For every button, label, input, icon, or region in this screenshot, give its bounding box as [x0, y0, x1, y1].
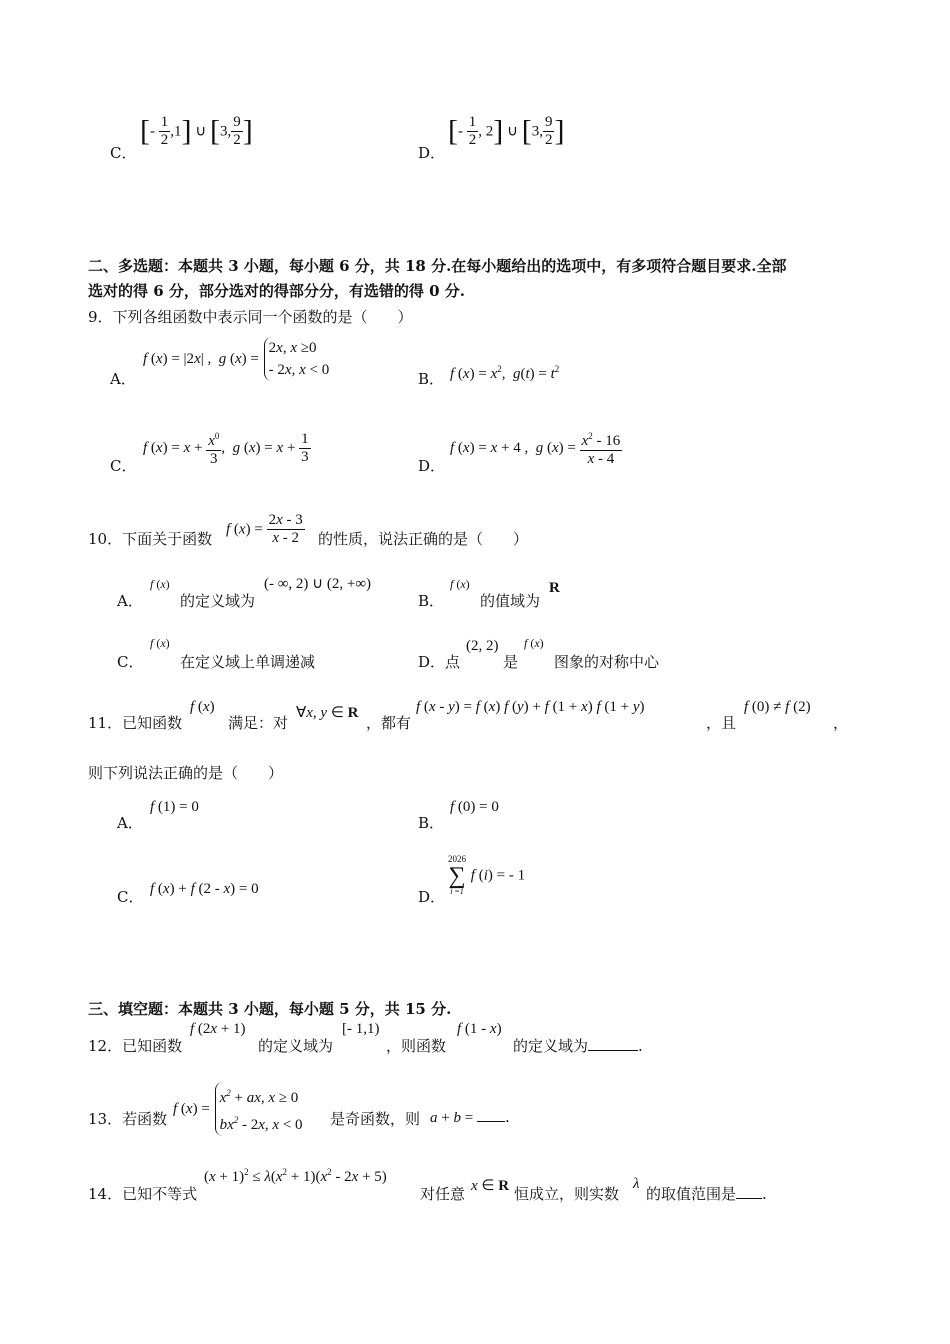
q11-option-a-label: A．	[117, 814, 143, 832]
q10-option-d-text: 图象的对称中心	[554, 653, 660, 671]
q10-function-formula: f (x) = $\frac{2x - 3}{x - 2}$	[226, 512, 303, 546]
section3-heading: 三、填空题：本题共 3 小题，每小题 5 分，共 15 分.	[88, 1000, 452, 1018]
q14-period: .	[762, 1185, 767, 1203]
q12-mid2: ，则函数	[386, 1037, 447, 1055]
q14-inequality: $(x + 1)^2 \le \lambda(x^2 + 1)(x^2 - 2x + 5)$	[204, 1167, 387, 1185]
q12-f-2x-plus-1: f (2x + 1)	[190, 1021, 246, 1037]
q11-stem-mid2: ，都有	[366, 714, 412, 732]
q12-period: .	[638, 1037, 643, 1055]
q12-mid: 的定义域为	[258, 1037, 334, 1055]
q11-stem-pre: 11．已知函数	[88, 714, 183, 732]
q9-option-d-label: D．	[418, 457, 446, 475]
q8-option-c-formula: [- $\frac{1}{2}$ ,1] ∪ [3, $\frac{9}{2}$ ]	[140, 114, 253, 148]
q10-option-b-real: R	[549, 580, 560, 596]
q11-fx: f (x)	[190, 699, 215, 715]
q8-option-c-label: C．	[110, 144, 137, 162]
q10-option-d-point: (2, 2)	[466, 638, 499, 654]
q11-option-a-formula: f (1) = 0	[150, 799, 199, 815]
q14-answer-blank[interactable]	[736, 1198, 762, 1199]
q14-post	[646, 1183, 767, 1204]
q12-answer-blank[interactable]	[588, 1050, 638, 1051]
q13-piecewise-function: f $(x) = x^2$ + ax, x ≥ 0 $bx^2 - 2x$, x < 0	[173, 1082, 303, 1136]
q10-option-c-fx: f (x)	[150, 636, 170, 650]
q11-option-d-label: D．	[418, 888, 446, 906]
q11-comma: ，	[833, 714, 849, 732]
q10-option-b-fx: f (x)	[450, 577, 470, 591]
q9-option-b-formula: f $(x) = x^2$, $g(t) = t^2$	[450, 364, 560, 382]
q11-option-d-formula: 2026 ∑ i =1 f (i) = - 1	[448, 854, 526, 896]
q10-option-b-label: B．	[418, 592, 445, 610]
q14-post-text: 的取值范围是	[646, 1185, 737, 1203]
q14-mid: 对任意	[420, 1185, 466, 1203]
q9-option-a-label: A．	[110, 370, 136, 388]
q10-option-b-text: 的值域为	[480, 592, 541, 610]
q12-post-text: 的定义域为	[513, 1037, 589, 1055]
q11-functional-equation: f (x - y) = f (x) f (y) + f (1 + x) f (1 + y)	[416, 699, 645, 715]
q11-option-b-formula: f (0) = 0	[450, 799, 499, 815]
q14-x-in-r: x ∈ R	[471, 1178, 510, 1194]
q10-option-d-label: D．点	[418, 653, 461, 671]
q10-option-c-label: C．	[117, 653, 144, 671]
q10-option-c-text: 在定义域上单调递减	[180, 653, 316, 671]
q14-mid2: 恒成立，则实数	[514, 1185, 620, 1203]
q10-stem-post: 的性质，说法正确的是（ ）	[318, 530, 529, 548]
q10-stem-pre: 10．下面关于函数	[88, 530, 213, 548]
q9-stem: 9．下列各组函数中表示同一个函数的是（ ）	[88, 308, 413, 326]
q10-option-d-mid: 是	[503, 653, 519, 671]
q14-pre: 14．已知不等式	[88, 1185, 198, 1203]
q13-answer-blank[interactable]	[477, 1121, 505, 1122]
q13-answer: a + b = .	[430, 1108, 510, 1126]
section2-heading-line1: 二、多选题：本题共 3 小题，每小题 6 分，共 18 分.在每小题给出的选项中，有多项符合题目要求.全部	[88, 257, 787, 275]
q11-stem-mid1: 满足：对	[228, 714, 289, 732]
q9-option-a-formula: f (x) = |2x| , g (x) = 2x, x ≥0 - 2x, x < 0	[143, 337, 329, 381]
q13-pre: 13．若函数	[88, 1110, 168, 1128]
q10-option-d-fx: f (x)	[524, 636, 544, 650]
q9-option-c-label: C．	[110, 457, 137, 475]
q9-option-b-label: B．	[418, 370, 445, 388]
q11-stem-mid3: ，且	[706, 714, 737, 732]
q12-f-1-minus-x: f (1 - x)	[457, 1021, 502, 1037]
q11-option-c-label: C．	[117, 888, 144, 906]
q11-option-b-label: B．	[418, 814, 445, 832]
q10-option-a-text: 的定义域为	[180, 592, 256, 610]
q14-lambda: λ	[633, 1176, 640, 1192]
q11-option-c-formula: f (x) + f (2 - x) = 0	[150, 881, 259, 897]
q11-stem-line2: 则下列说法正确的是（ ）	[88, 764, 284, 782]
q8-option-d-formula: [- $\frac{1}{2}$ , 2] ∪ [3, $\frac{9}{2}$ ]	[448, 114, 565, 148]
q11-forall: ∀x, y ∈ R	[296, 705, 359, 721]
q9-option-d-formula: f (x) = x + 4 , g (x) = $\frac{x^2 - 16}{x - 4}$	[450, 428, 622, 468]
q12-domain: [- 1,1)	[342, 1021, 380, 1037]
q8-option-d-label: D．	[418, 144, 446, 162]
q13-post: 是奇函数，则	[330, 1110, 421, 1128]
q10-option-a-fx: f (x)	[150, 577, 170, 591]
q9-option-c-formula: f (x) = x + $\frac{x^0}{3}$ , g (x) = x + $\frac{1}{3}$	[143, 428, 311, 468]
q10-option-a-domain: (- ∞, 2) ∪ (2, +∞)	[264, 576, 372, 592]
section2-heading-line2: 选对的得 6 分，部分选对的得部分分，有选错的得 0 分.	[88, 282, 465, 300]
q12-pre: 12．已知函数	[88, 1037, 183, 1055]
q10-option-a-label: A．	[117, 592, 143, 610]
q11-condition: f (0) ≠ f (2)	[744, 699, 811, 715]
q12-post	[513, 1035, 643, 1056]
